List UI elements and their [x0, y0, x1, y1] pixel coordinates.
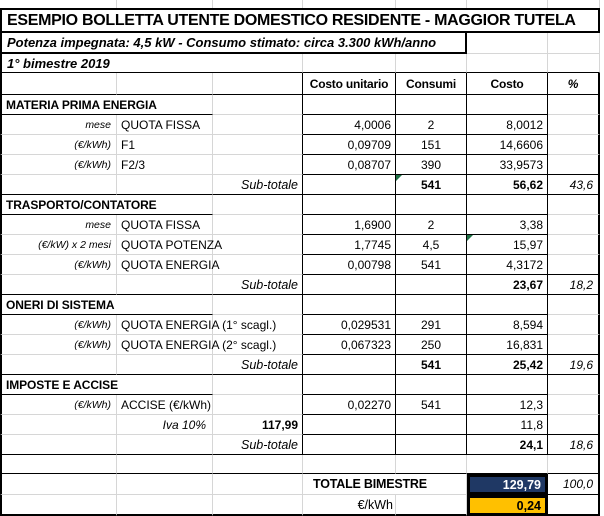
cell-empty: [213, 115, 303, 135]
iva-row: [0, 415, 600, 435]
table-row: [0, 115, 600, 135]
cell-empty: [548, 375, 600, 395]
cell-empty: [467, 195, 548, 215]
cell-consumption: 541: [396, 395, 467, 415]
cell-empty: [396, 375, 467, 395]
cell-empty: [548, 315, 600, 335]
cell-empty: [303, 95, 396, 115]
cell-empty: [213, 455, 303, 474]
cell-cost-value: 15,97: [512, 237, 543, 252]
cell-consumption: 291: [396, 315, 467, 335]
cell-unit-label: mese: [0, 215, 117, 235]
col-header-costo-unitario: Costo unitario: [303, 73, 396, 95]
col-header-consumi: Consumi: [396, 73, 467, 95]
table-row: [0, 0, 600, 8]
section-header-trasporto: TRASPORTO/CONTATORE: [0, 195, 213, 215]
cell-empty: [303, 275, 396, 295]
cell-empty: [213, 315, 303, 335]
cell-empty: [467, 33, 548, 54]
total-row: [0, 474, 600, 495]
cell-empty: [396, 195, 467, 215]
cell-unit-cost: 0,02270: [303, 395, 396, 415]
subtotal-row: [0, 275, 600, 295]
subtotal-cost: 24,1: [467, 435, 548, 455]
cell-empty: [213, 73, 303, 95]
cell-empty: [396, 455, 467, 474]
cell-consumption: 151: [396, 135, 467, 155]
cell-unit-label: (€/kWh): [0, 135, 117, 155]
cell-empty: [303, 0, 396, 8]
cell-empty: [548, 155, 600, 175]
cell-empty: [303, 175, 396, 195]
cell-empty: [0, 474, 117, 495]
cell-empty: [548, 495, 600, 516]
cell-empty: [0, 415, 117, 435]
subtotal-label: Sub-totale: [213, 275, 303, 295]
cell-empty: [0, 275, 117, 295]
subtotal-consumption: 541: [396, 355, 467, 375]
bill-title: ESEMPIO BOLLETTA UTENTE DOMESTICO RESIDENTE - MAGGIOR TUTELA: [0, 8, 600, 33]
spacer-row: [0, 455, 600, 474]
subtotal-row: [0, 435, 600, 455]
section-header-imposte: IMPOSTE E ACCISE: [0, 375, 213, 395]
cell-empty: [396, 295, 467, 315]
cell-empty: [303, 54, 396, 73]
subtotal-consumption-value: 541: [420, 177, 442, 192]
table-row: [0, 315, 600, 335]
subtotal-percent: 43,6: [548, 175, 600, 195]
table-header-row: [0, 73, 600, 95]
cell-empty: [213, 474, 303, 495]
subtotal-percent: 18,6: [548, 435, 600, 455]
cell-description: QUOTA ENERGIA (2° scagl.): [117, 335, 213, 355]
cell-empty: [117, 474, 213, 495]
cell-empty: [303, 375, 396, 395]
section-row: [0, 95, 600, 115]
cell-empty: [396, 415, 467, 435]
cell-empty: [303, 355, 396, 375]
cell-empty: [0, 495, 117, 516]
cell-cost: 16,831: [467, 335, 548, 355]
total-label: TOTALE BIMESTRE: [303, 474, 467, 495]
cell-empty: [396, 54, 467, 73]
section-row: [0, 195, 600, 215]
cell-description: QUOTA FISSA: [117, 115, 213, 135]
cell-error-flag-icon: [467, 235, 473, 241]
cell-empty: [213, 255, 303, 275]
cell-consumption: 4,5: [396, 235, 467, 255]
cell-unit-label: mese: [0, 115, 117, 135]
cell-description: QUOTA ENERGIA (1° scagl.): [117, 315, 213, 335]
cell-empty: [548, 135, 600, 155]
cell-empty: [548, 33, 600, 54]
cell-empty: [117, 0, 213, 8]
table-row: [0, 33, 600, 54]
cell-empty: [117, 73, 213, 95]
cell-empty: [213, 155, 303, 175]
cell-cost: 3,38: [467, 215, 548, 235]
subtotal-label: Sub-totale: [213, 175, 303, 195]
cell-unit-label: (€/kW) x 2 mesi: [0, 235, 117, 255]
cell-empty: [213, 375, 303, 395]
cell-empty: [467, 375, 548, 395]
cell-empty: [548, 95, 600, 115]
cell-cost: 14,6606: [467, 135, 548, 155]
cell-empty: [213, 235, 303, 255]
table-row: [0, 255, 600, 275]
cell-empty: [548, 195, 600, 215]
iva-cost: 11,8: [467, 415, 548, 435]
cell-empty: [117, 175, 213, 195]
cell-unit-cost: 0,09709: [303, 135, 396, 155]
cell-description: QUOTA POTENZA: [117, 235, 213, 255]
cell-empty: [303, 435, 396, 455]
cell-description: F1: [117, 135, 213, 155]
cell-empty: [303, 415, 396, 435]
cell-unit-cost: 4,0006: [303, 115, 396, 135]
cell-empty: [213, 195, 303, 215]
cell-empty: [396, 495, 467, 516]
cell-consumption: 541: [396, 255, 467, 275]
table-row: [0, 395, 600, 415]
cell-consumption: 390: [396, 155, 467, 175]
cell-empty: [396, 0, 467, 8]
cell-empty: [213, 215, 303, 235]
cell-empty: [467, 95, 548, 115]
cell-empty: [117, 275, 213, 295]
bill-subtitle: Potenza impegnata: 4,5 kW - Consumo stimato: circa 3.300 kWh/anno: [0, 33, 467, 54]
section-row: [0, 375, 600, 395]
iva-label: Iva 10%: [117, 415, 213, 435]
cell-empty: [213, 95, 303, 115]
cell-consumption: 2: [396, 115, 467, 135]
cell-empty: [396, 95, 467, 115]
cell-unit-cost: 0,067323: [303, 335, 396, 355]
section-row: [0, 295, 600, 315]
cell-unit-label: (€/kWh): [0, 335, 117, 355]
cell-empty: [0, 175, 117, 195]
cell-empty: [0, 435, 117, 455]
cell-description: F2/3: [117, 155, 213, 175]
cell-empty: [213, 295, 303, 315]
cell-empty: [0, 355, 117, 375]
cell-empty: [548, 115, 600, 135]
cell-cost: 8,0012: [467, 115, 548, 135]
iva-taxable-base: 117,99: [213, 415, 303, 435]
table-row: [0, 54, 600, 73]
cell-description: ACCISE (€/kWh): [117, 395, 213, 415]
cell-empty: [548, 235, 600, 255]
col-header-costo: Costo: [467, 73, 548, 95]
cell-empty: [303, 195, 396, 215]
cell-empty: [467, 0, 548, 8]
cell-empty: [548, 455, 600, 474]
cell-empty: [117, 495, 213, 516]
section-header-oneri: ONERI DI SISTEMA: [0, 295, 213, 315]
subtotal-percent: 19,6: [548, 355, 600, 375]
total-percent: 100,0: [548, 474, 600, 495]
table-row: [0, 235, 600, 255]
cell-cost: 12,3: [467, 395, 548, 415]
cell-empty: [548, 255, 600, 275]
cell-consumption: 2: [396, 215, 467, 235]
cell-consumption: 250: [396, 335, 467, 355]
cell-unit-label: (€/kWh): [0, 155, 117, 175]
cell-unit-label: (€/kWh): [0, 315, 117, 335]
cell-empty: [213, 335, 303, 355]
cell-description: QUOTA FISSA: [117, 215, 213, 235]
cell-empty: [548, 395, 600, 415]
subtotal-label: Sub-totale: [213, 355, 303, 375]
bill-period: 1° bimestre 2019: [0, 54, 303, 73]
cell-cost: [467, 235, 548, 255]
cell-unit-cost: 0,00798: [303, 255, 396, 275]
subtotal-label: Sub-totale: [213, 435, 303, 455]
subtotal-row: [0, 355, 600, 375]
cell-empty: [548, 295, 600, 315]
cell-cost: 8,594: [467, 315, 548, 335]
cell-empty: [213, 395, 303, 415]
cell-description: QUOTA ENERGIA: [117, 255, 213, 275]
per-kwh-row: [0, 495, 600, 516]
cell-empty: [548, 54, 600, 73]
cell-empty: [0, 0, 117, 8]
table-row: [0, 215, 600, 235]
cell-empty: [548, 335, 600, 355]
cell-empty: [213, 0, 303, 8]
col-header-percent: %: [548, 73, 600, 95]
per-kwh-value-cell: 0,24: [467, 495, 548, 516]
cell-cost: 33,9573: [467, 155, 548, 175]
subtotal-consumption: [396, 175, 467, 195]
table-row: [0, 155, 600, 175]
cell-empty: [303, 295, 396, 315]
cell-empty: [213, 135, 303, 155]
table-row: [0, 335, 600, 355]
cell-empty: [0, 73, 117, 95]
cell-unit-cost: 0,029531: [303, 315, 396, 335]
cell-unit-cost: 0,08707: [303, 155, 396, 175]
cell-empty: [303, 455, 396, 474]
table-row: [0, 8, 600, 33]
subtotal-cost: 56,62: [467, 175, 548, 195]
total-value-cell: 129,79: [467, 474, 548, 495]
table-row: [0, 135, 600, 155]
cell-error-flag-icon: [396, 175, 402, 181]
cell-empty: [467, 295, 548, 315]
cell-empty: [548, 0, 600, 8]
cell-empty: [467, 455, 548, 474]
subtotal-percent: 18,2: [548, 275, 600, 295]
per-kwh-label: €/kWh: [303, 495, 396, 516]
cell-empty: [0, 455, 117, 474]
subtotal-cost: 25,42: [467, 355, 548, 375]
cell-empty: [117, 435, 213, 455]
subtotal-row: [0, 175, 600, 195]
cell-empty: [467, 54, 548, 73]
cell-empty: [213, 495, 303, 516]
cell-unit-label: (€/kWh): [0, 395, 117, 415]
section-header-materia-prima: MATERIA PRIMA ENERGIA: [0, 95, 213, 115]
cell-unit-label: (€/kWh): [0, 255, 117, 275]
cell-empty: [117, 355, 213, 375]
cell-unit-cost: 1,7745: [303, 235, 396, 255]
cell-cost: 4,3172: [467, 255, 548, 275]
cell-empty: [548, 415, 600, 435]
cell-empty: [396, 275, 467, 295]
subtotal-cost: 23,67: [467, 275, 548, 295]
cell-empty: [548, 215, 600, 235]
cell-unit-cost: 1,6900: [303, 215, 396, 235]
cell-empty: [117, 455, 213, 474]
cell-empty: [396, 435, 467, 455]
